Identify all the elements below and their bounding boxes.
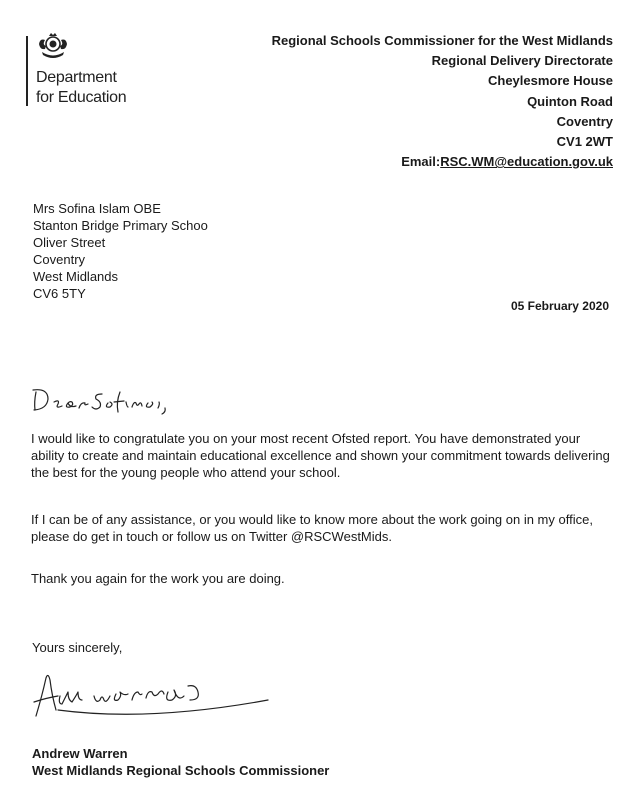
sender-line: Coventry bbox=[556, 113, 613, 129]
recipient-line: CV6 5TY bbox=[33, 286, 86, 301]
recipient-line: West Midlands bbox=[33, 269, 119, 284]
email-label: Email: bbox=[401, 154, 441, 170]
sender-line: Quinton Road bbox=[527, 93, 613, 109]
sender-email-row bbox=[272, 152, 613, 172]
body-paragraph: If I can be of any assistance, or you would like to know more about the work going on in my office, please do get in touch or follow us on Twitter @RSCWestMids. bbox=[31, 512, 593, 544]
royal-crest-icon bbox=[36, 32, 70, 62]
handwritten-signature-icon bbox=[28, 666, 278, 726]
sender-line: CV1 2WT bbox=[556, 134, 613, 150]
recipient-line: Coventry bbox=[33, 252, 86, 267]
recipient-line: Stanton Bridge Primary Schoo bbox=[33, 218, 208, 233]
sender-address bbox=[272, 31, 613, 172]
logo-divider bbox=[26, 36, 28, 106]
handwritten-salutation bbox=[30, 382, 170, 416]
sender-line: Regional Schools Commissioner for the West Midlands bbox=[271, 33, 613, 48]
closing-line: Yours sincerely, bbox=[32, 640, 123, 655]
signer-name: Andrew Warren bbox=[32, 746, 128, 761]
body-paragraph: Thank you again for the work you are doing. bbox=[31, 571, 285, 586]
recipient-line: Oliver Street bbox=[33, 235, 106, 250]
letter-date: 05 February 2020 bbox=[510, 299, 609, 313]
sender-line: Cheylesmore House bbox=[488, 73, 613, 89]
email-link[interactable]: RSC.WM@education.gov.uk bbox=[440, 154, 613, 170]
signer-title: West Midlands Regional Schools Commissioner bbox=[32, 763, 330, 778]
sender-line: Regional Delivery Directorate bbox=[431, 53, 613, 69]
body-paragraph: I would like to congratulate you on your most recent Ofsted report. You have demonstrated your ability to create and maintain educational excellence and shown your commitment towards delivering the best for the young people who attend your school. bbox=[31, 431, 610, 480]
department-logo bbox=[26, 32, 186, 112]
recipient-address bbox=[33, 200, 208, 302]
logo-text-line1: Department bbox=[36, 69, 117, 86]
recipient-line: Mrs Sofina Islam OBE bbox=[33, 201, 161, 216]
logo-text-line2: for Education bbox=[36, 89, 127, 106]
